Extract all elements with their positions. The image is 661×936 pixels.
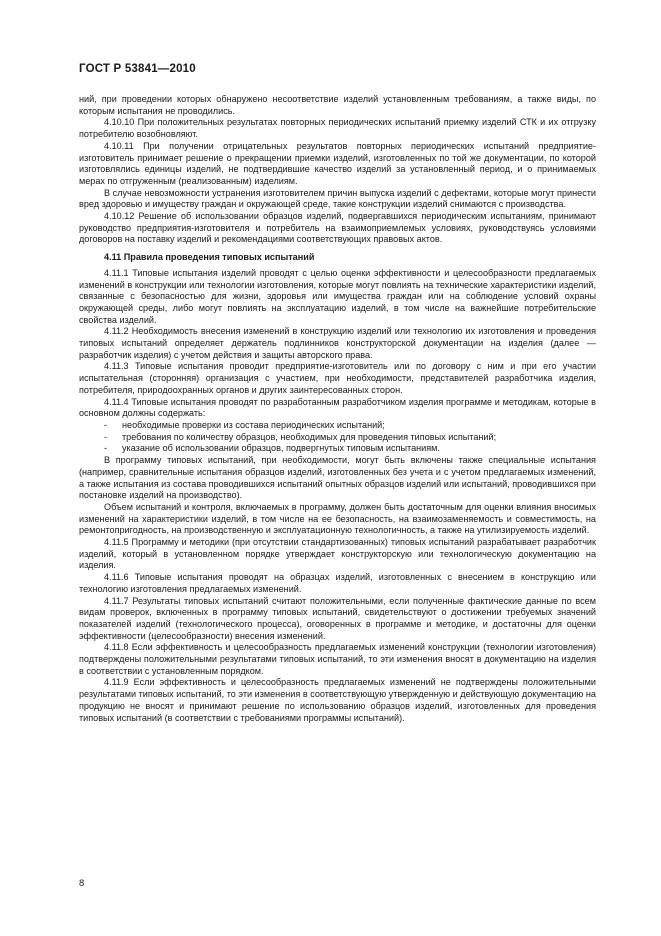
- paragraph-4-10-10: 4.10.10 При положительных результатах повторных периодических испытаний приемку изделий СТК и их отгрузку потребителю возобновляют.: [79, 117, 596, 140]
- paragraph-4-11-7: 4.11.7 Результаты типовых испытаний считают положительными, если полученные фактические данные по всем видам проверок, включенных в программу типовых испытаний, свидетельствуют о достижении требуемых значений показателей изделий (технологического процесса), оговоренных в программе и методике, и достаточны для оценки эффективности (целесообразности) внесения изменений.: [79, 595, 596, 641]
- list-item-text: указание об использовании образцов, подвергнутых типовым испытаниям.: [122, 443, 440, 454]
- list-item: - указание об использовании образцов, подвергнутых типовым испытаниям.: [104, 443, 440, 454]
- paragraph-defects: В случае невозможности устранения изготовителем причин выпуска изделий с дефектами, которые могут принести вред здоровью и имуществу граждан и окружающей среде, такие конструкции изделий снимаются с производства.: [79, 187, 596, 210]
- section-heading-4-11: 4.11 Правила проведения типовых испытаний: [104, 252, 315, 263]
- paragraph-4-11-1: 4.11.1 Типовые испытания изделий проводят с целью оценки эффективности и целесообразности предлагаемых изменений в конструкции или технологии изготовления, которые могут повлиять на технические характеристики изделий, связанные с безопасностью для жизни, здоровья или имущества граждан или на соблюдение условий охраны окружающей среды, либо могут повлиять на эксплуатацию изделий, в том числе на важнейшие потребительские свойства изделий.: [79, 267, 596, 325]
- list-item-text: требования по количеству образцов, необходимых для проведения типовых испытаний;: [122, 431, 497, 442]
- paragraph-4-11-2: 4.11.2 Необходимость внесения изменений в конструкцию изделий или технологию их изготовления и проведения типовых испытаний определяет держатель подлинников конструкторской документации на изделия (далее — разработчик изделия) с учетом действия и защиты авторского права.: [79, 326, 596, 360]
- paragraph-4-11-9: 4.11.9 Если эффективность и целесообразность предлагаемых изменений не подтверждены положительными результатами типовых испытаний, то эти изменения в соответствующую утвержденную и действующую документацию на продукцию не вносят и принимают решение по использованию образцов изделий, изготовленных для проведения типовых испытаний (в соответствии с требованиями программы испытаний).: [79, 677, 596, 723]
- body-text: [79, 94, 596, 724]
- paragraph-4-11-3: 4.11.3 Типовые испытания проводит предприятие-изготовитель или по договору с ним и при его участии испытательная (сторонняя) организация с участием, при необходимости, представителей разработчика изделия, потребителя, природоохранных органов и других заинтересованных сторон.: [79, 361, 596, 395]
- paragraph-4-10-12: 4.10.12 Решение об использовании образцов изделий, подвергавшихся периодическим испытаниям, принимают руководство предприятия-изготовителя и потребитель на взаимоприемлемых условиях, руководствуясь условиями договоров на поставку изделий и рекомендациями соответствующих правовых актов.: [79, 211, 596, 245]
- paragraph-special-tests: В программу типовых испытаний, при необходимости, могут быть включены также специальные испытания (например, сравнительные испытания образцов изделий, изготовленных без учета и с учетом предлагаемых изменений, а также испытания из состава проводившихся испытаний опытных образцов изделий или испытаний, проводившихся при постановке изделий на производство).: [79, 455, 596, 501]
- list-item-text: необходимые проверки из состава периодических испытаний;: [122, 419, 385, 430]
- page-number: 8: [79, 878, 85, 889]
- paragraph-continuation: ний, при проведении которых обнаружено несоответствие изделий установленным требованиям, а также виды, по которым испытания не проводились.: [79, 94, 596, 116]
- standard-header: ГОСТ Р 53841—2010: [79, 63, 196, 75]
- paragraph-4-11-6: 4.11.6 Типовые испытания проводят на образцах изделий, изготовленных с внесением в конструкцию или технологию изготовления предлагаемых изменений.: [79, 572, 596, 594]
- paragraph-4-10-11: 4.10.11 При получении отрицательных результатов повторных периодических испытаний предприятие-изготовитель принимает решение о прекращении приемки изделий, изготовленных по той же документации, по которой изготовлялись единицы изделий, не подтвердившие качество изделий за установленный период, и о принимаемых мерах по отгруженным (реализованным) изделиям.: [79, 140, 596, 186]
- paragraph-4-11-4: 4.11.4 Типовые испытания проводят по разработанным разработчиком изделия программе и методикам, которые в основном должны содержать:: [79, 396, 596, 419]
- paragraph-4-11-8: 4.11.8 Если эффективность и целесообразность предлагаемых изменений конструкции (технологии изготовления) подтверждены положительными результатами типовых испытаний, то эти изменения вносят в документацию на изделия в соответствии с установленным порядком.: [79, 642, 596, 676]
- paragraph-4-11-5: 4.11.5 Программу и методики (при отсутствии стандартизованных) типовых испытаний разрабатывает разработчик изделий, который в установленном порядке утверждает конструкторскую или технологическую документацию на изделия.: [79, 537, 596, 571]
- paragraph-scope: Объем испытаний и контроля, включаемых в программу, должен быть достаточным для оценки влияния вносимых изменений на характеристики изделий, в том числе на ее безопасность, на взаимозаменяемость и совместимость, на ремонтопригодность, на производственную и эксплуатационную технологичность, а также на утилизируемость изделий.: [79, 501, 596, 536]
- list-item: - требования по количеству образцов, необходимых для проведения типовых испытаний;: [104, 431, 497, 442]
- list-item: - необходимые проверки из состава периодических испытаний;: [104, 419, 385, 430]
